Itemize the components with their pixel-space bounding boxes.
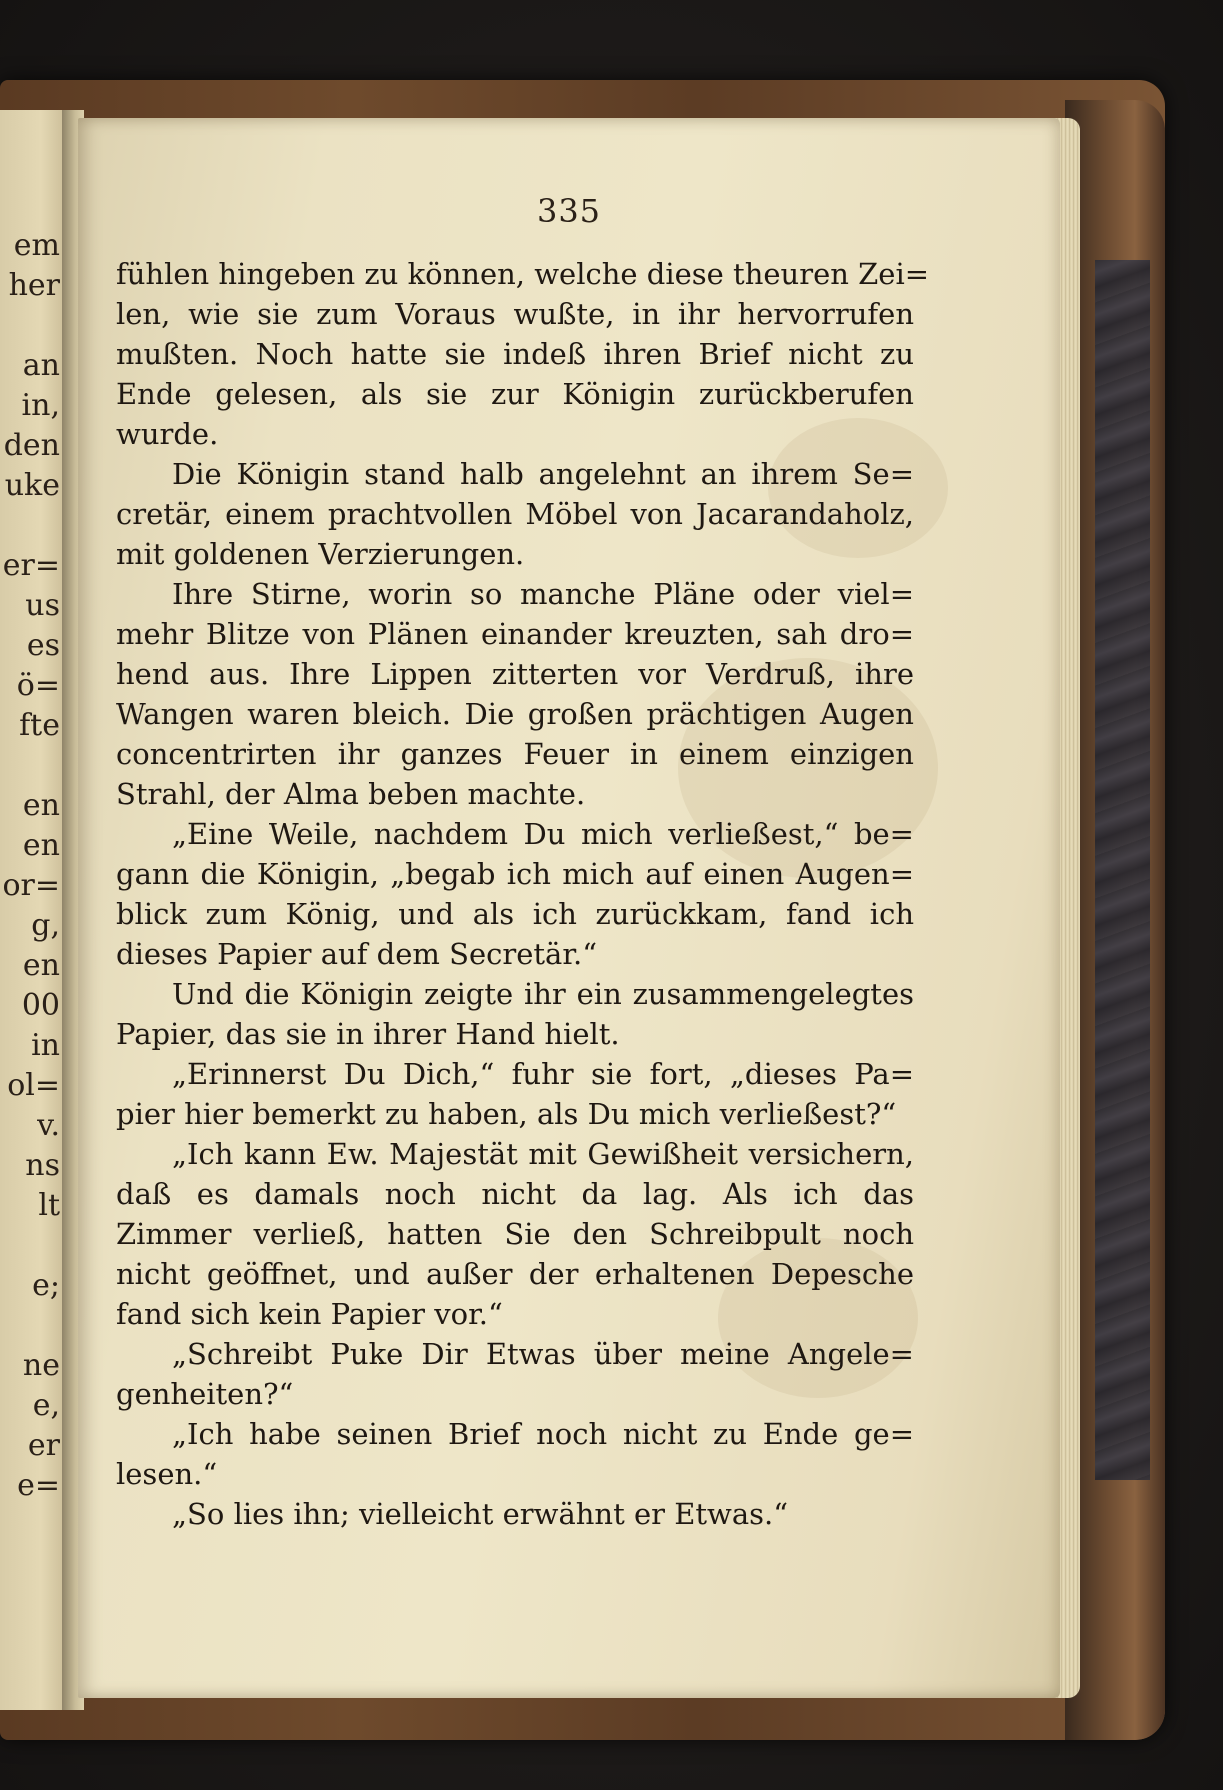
text-line: Wangen waren bleich. Die großen prächtigen Augen xyxy=(116,697,914,731)
text-line: nicht geöffnet, und außer der erhaltenen Depesche xyxy=(116,1257,914,1291)
text-line: „Schreibt Puke Dir Etwas über meine Angele= xyxy=(172,1337,914,1371)
text-line: hend aus. Ihre Lippen zitterten vor Verdruß, ihre xyxy=(116,657,914,691)
text-line: daß es damals noch nicht da lag. Als ich das xyxy=(116,1177,914,1211)
text-line: Strahl, der Alma beben machte. xyxy=(116,777,586,811)
body-text xyxy=(116,254,930,1534)
text-line: dieses Papier auf dem Secretär.“ xyxy=(116,937,598,971)
marbled-board xyxy=(1095,260,1150,1480)
left-page-fragment: en xyxy=(22,948,60,983)
text-line: mehr Blitze von Plänen einander kreuzten, sah dro= xyxy=(116,617,914,651)
text-line: Papier, das sie in ihrer Hand hielt. xyxy=(116,1017,620,1051)
left-page-fragment: uke xyxy=(4,468,60,503)
left-page-fragment: er xyxy=(27,1428,60,1463)
text-line: concentrirten ihr ganzes Feuer in einem einzigen xyxy=(116,737,914,771)
left-page-fragment: us xyxy=(25,588,60,623)
text-line: „So lies ihn; vielleicht erwähnt er Etwas.“ xyxy=(172,1497,789,1531)
left-page-fragment: e, xyxy=(32,1388,60,1423)
text-line: „Erinnerst Du Dich,“ fuhr sie fort, „dieses Pa= xyxy=(172,1057,914,1091)
text-line: Und die Königin zeigte ihr ein zusammengelegtes xyxy=(172,977,914,1011)
text-line: genheiten?“ xyxy=(116,1377,294,1411)
left-page-fragment: ne xyxy=(22,1348,60,1383)
text-line: fand sich kein Papier vor.“ xyxy=(116,1297,503,1331)
text-line: lesen.“ xyxy=(116,1457,218,1491)
text-line: mit goldenen Verzierungen. xyxy=(116,537,525,571)
left-page-fragment: 00 xyxy=(21,988,60,1023)
left-page-fragment: v. xyxy=(37,1108,60,1143)
text-line: len, wie sie zum Voraus wußte, in ihr hervorrufen xyxy=(116,297,914,331)
left-page-fragment: ol= xyxy=(7,1068,60,1103)
left-page-fragment: her xyxy=(8,268,60,303)
left-page-fragment: ns xyxy=(25,1148,60,1183)
left-page-fragment: den xyxy=(3,428,60,463)
left-page-fragment: en xyxy=(22,788,60,823)
left-page-fragment: er= xyxy=(2,548,60,583)
left-page-fragment: in xyxy=(31,1028,60,1063)
left-page-fragment: es xyxy=(26,628,60,663)
left-page-fragment: e; xyxy=(32,1268,60,1303)
left-page-fragment: e= xyxy=(17,1468,60,1503)
text-line: blick zum König, und als ich zurückkam, fand ich xyxy=(116,897,914,931)
left-page-text xyxy=(0,110,68,1710)
left-page-fragment: g, xyxy=(31,908,60,943)
left-page xyxy=(0,110,68,1710)
text-line: Die Königin stand halb angelehnt an ihrem Se= xyxy=(172,457,914,491)
left-page-fragment: en xyxy=(22,828,60,863)
text-line: „Ich habe seinen Brief noch nicht zu Ende ge= xyxy=(172,1417,914,1451)
text-line: „Eine Weile, nachdem Du mich verließest,“ be= xyxy=(172,817,914,851)
left-page-fragment: or= xyxy=(2,868,60,903)
right-page xyxy=(78,118,1060,1698)
left-page-fragment: in, xyxy=(21,388,60,423)
text-line: gann die Königin, „begab ich mich auf einen Augen= xyxy=(116,857,914,891)
left-page-fragment: ö= xyxy=(16,668,60,703)
text-line: Zimmer verließ, hatten Sie den Schreibpult noch xyxy=(116,1217,914,1251)
left-page-fragment: fte xyxy=(19,708,60,743)
page-number: 335 xyxy=(536,192,602,230)
text-line: fühlen hingeben zu können, welche diese theuren Zei= xyxy=(116,257,930,291)
text-line: cretär, einem prachtvollen Möbel von Jacarandaholz, xyxy=(116,497,914,531)
text-line: pier hier bemerkt zu haben, als Du mich verließest?“ xyxy=(116,1097,897,1131)
text-line: Ende gelesen, als sie zur Königin zurückberufen xyxy=(116,377,914,411)
text-line: wurde. xyxy=(116,417,219,451)
text-line: „Ich kann Ew. Majestät mit Gewißheit versichern, xyxy=(172,1137,914,1171)
left-page-fragment: em xyxy=(13,228,60,263)
text-line: Ihre Stirne, worin so manche Pläne oder viel= xyxy=(172,577,914,611)
left-page-fragment: an xyxy=(22,348,60,383)
text-line: mußten. Noch hatte sie indeß ihren Brief nicht zu xyxy=(116,337,914,371)
left-page-fragment: lt xyxy=(38,1188,60,1223)
